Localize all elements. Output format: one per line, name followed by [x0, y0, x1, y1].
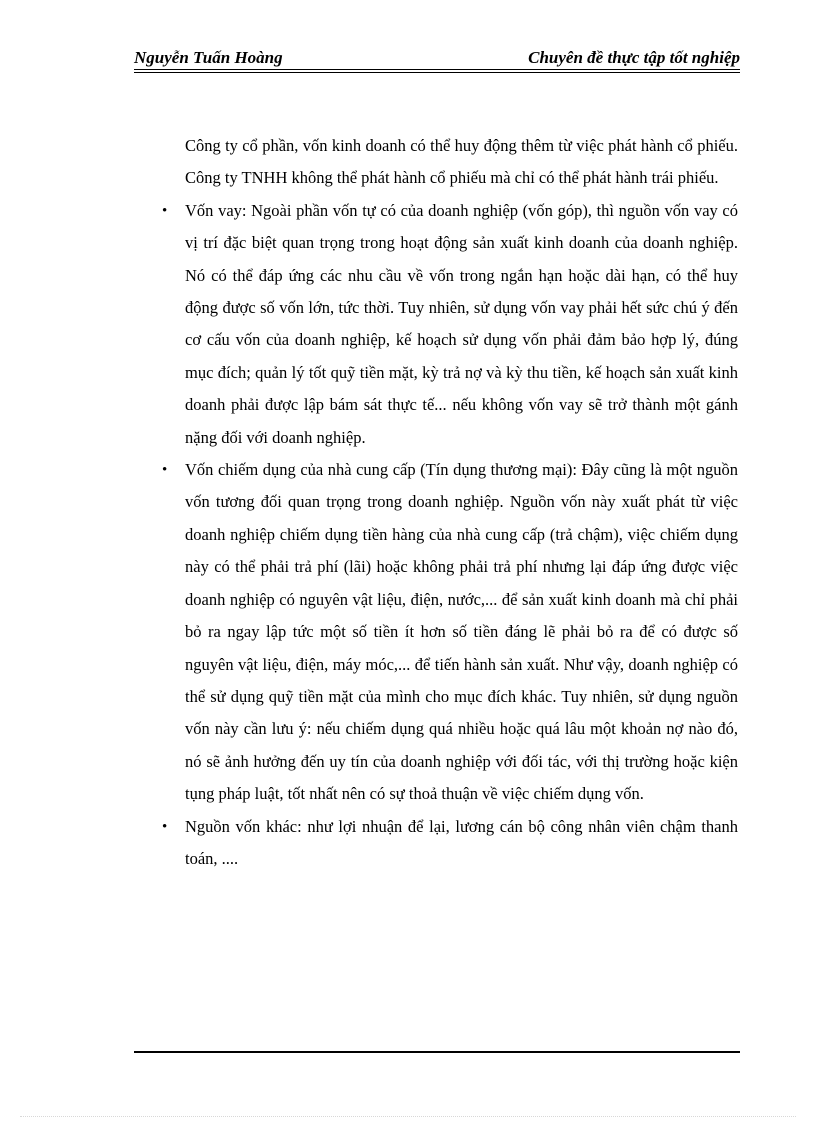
- page-bottom-border: [20, 1116, 796, 1117]
- header-author: Nguyễn Tuấn Hoàng: [134, 48, 283, 67]
- bullet-item-von-vay: [162, 195, 738, 454]
- header-rule: [134, 69, 740, 70]
- bullet-icon: •: [162, 462, 168, 479]
- bullet-text: Vốn vay: Ngoài phần vốn tự có của doanh nghiệp (vốn góp), thì nguồn vốn vay có vị trí đặc biệt quan trọng trong hoạt động sản xuất kinh doanh của doanh nghiệp. Nó có thể đáp ứng các nhu cầu về vốn trong ngắn hạn hoặc dài hạn, có thể huy động được số vốn lớn, tức thời. Tuy nhiên, sử dụng vốn vay phải hết sức chú ý đến cơ cấu vốn của doanh nghiệp, kế hoạch sử dụng vốn phải đảm bảo hợp lý, đúng mục đích; quản lý tốt quỹ tiền mặt, kỳ trả nợ và kỳ thu tiền, kế hoạch sản xuất kinh doanh phải được lập bám sát thực tế... nếu không vốn vay sẽ trở thành một gánh nặng đối với doanh nghiệp.: [185, 200, 738, 447]
- footer-rule: [134, 1051, 740, 1053]
- bullet-item-nguon-von-khac: [162, 811, 738, 876]
- body-text: [162, 130, 738, 875]
- paragraph-continuation: Công ty cổ phần, vốn kinh doanh có thể huy động thêm từ việc phát hành cổ phiếu. Công ty TNHH không thể phát hành cổ phiếu mà chỉ có thể phát hành trái phiếu.: [185, 136, 738, 188]
- header-rule-secondary: [134, 72, 740, 73]
- page-header: [134, 47, 740, 69]
- bullet-text: Nguồn vốn khác: như lợi nhuận để lại, lương cán bộ công nhân viên chậm thanh toán, ....: [185, 816, 738, 868]
- bullet-icon: •: [162, 202, 168, 219]
- bullet-item-von-chiem-dung: [162, 454, 738, 810]
- header-title: Chuyên đề thực tập tốt nghiệp: [528, 48, 740, 67]
- bullet-text: Vốn chiếm dụng của nhà cung cấp (Tín dụng thương mại): Đây cũng là một nguồn vốn tương đối quan trọng trong doanh nghiệp. Nguồn vốn này xuất phát từ việc doanh nghiệp chiếm dụng tiền hàng của nhà cung cấp (trả chậm), việc chiếm dụng này có thể phải trả phí (lãi) hoặc không phải trả phí nhưng lại đáp ứng được việc doanh nghiệp có nguyên vật liệu, điện, nước,... để sản xuất kinh doanh mà chỉ phải bỏ ra ngay lập tức một số tiền ít hơn số tiền đáng lẽ phải bỏ ra để có được số nguyên vật liệu, điện, máy móc,... để tiến hành sản xuất. Như vậy, doanh nghiệp có thể sử dụng quỹ tiền mặt của mình cho mục đích khác. Tuy nhiên, sử dụng nguồn vốn này cần lưu ý: nếu chiếm dụng quá nhiều hoặc quá lâu một khoản nợ nào đó, nó sẽ ảnh hưởng đến uy tín của doanh nghiệp với đối tác, với thị trường hoặc kiện tụng pháp luật, tốt nhất nên có sự thoả thuận về việc chiếm dụng vốn.: [185, 460, 738, 804]
- bullet-icon: •: [162, 818, 168, 835]
